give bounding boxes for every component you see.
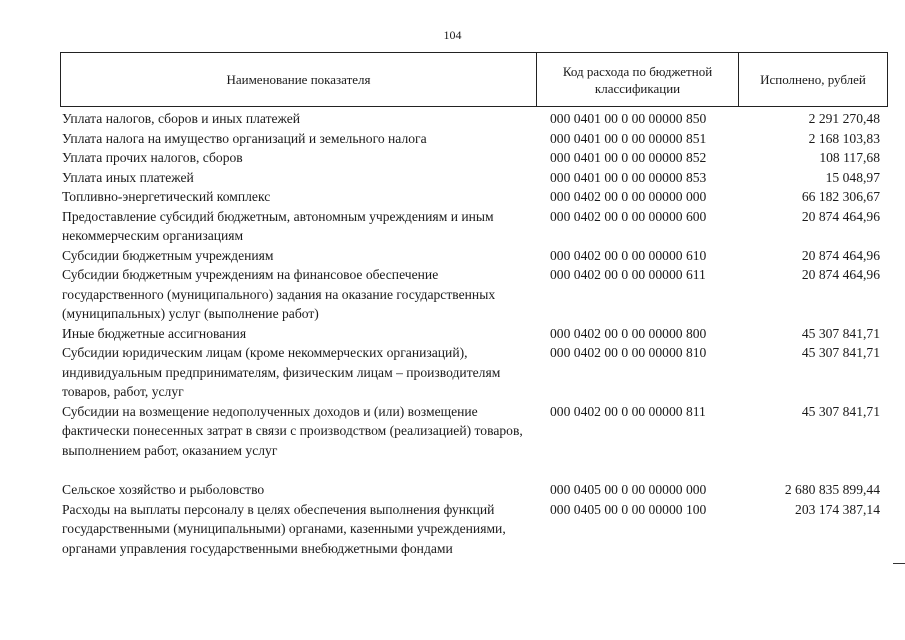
row-amount: 45 307 841,71 <box>801 325 880 341</box>
row-name: Субсидии бюджетным учреждениям <box>62 247 274 263</box>
row-name: Сельское хозяйство и рыболовство <box>62 482 265 497</box>
row-amount: 20 874 464,96 <box>801 208 880 224</box>
row-name: Уплата налога на имущество организаций и земельного налога <box>62 130 427 146</box>
table-row <box>62 324 884 344</box>
row-code: 000 0405 00 0 00 00000 100 <box>550 501 707 517</box>
row-code: 000 0401 00 0 00 00000 851 <box>550 130 707 146</box>
scan-edge-mark <box>893 563 905 564</box>
row-name: Расходы на выплаты персоналу в целях обеспечения выполнения функций государственными (муниципальными) органами, казенными учреждениями, органами управления государственными внебюджетными фондами <box>62 501 506 556</box>
row-amount: 2 291 270,48 <box>808 111 880 126</box>
row-name: Субсидии на возмещение недополученных доходов и (или) возмещение фактически понесенных затрат в связи с производством (реализацией) товаров, выполнением работ, оказанием услуг <box>62 403 523 458</box>
row-name: Субсидии бюджетным учреждениям на финансовое обеспечение государственного (муниципального) задания на оказание государственных (муниципальных) услуг (выполнение работ) <box>62 267 496 321</box>
table-row <box>62 265 884 324</box>
table-row <box>62 207 884 246</box>
row-code: 000 0402 00 0 00 00000 000 <box>550 189 707 204</box>
row-name: Субсидии юридическим лицам (кроме некоммерческих организаций), индивидуальным предпринимателям, физическим лицам – производителям товаров, работ, услуг <box>62 345 501 399</box>
row-amount: 20 874 464,96 <box>801 267 880 282</box>
row-amount: 2 168 103,83 <box>808 130 880 146</box>
row-amount: 66 182 306,67 <box>801 189 880 204</box>
table-row <box>62 246 884 266</box>
row-amount: 2 680 835 899,44 <box>784 482 880 497</box>
table-row <box>62 148 884 168</box>
row-name: Уплата налогов, сборов и иных платежей <box>62 111 301 126</box>
row-amount: 20 874 464,96 <box>801 247 880 263</box>
row-amount: 108 117,68 <box>819 150 880 165</box>
row-name: Предоставление субсидий бюджетным, автономным учреждениям и иным некоммерческим организациям <box>62 208 494 243</box>
row-amount: 45 307 841,71 <box>801 403 880 419</box>
table-row <box>62 402 884 461</box>
row-code: 000 0402 00 0 00 00000 611 <box>550 267 706 282</box>
row-code: 000 0401 00 0 00 00000 850 <box>550 111 707 126</box>
header-amount-column: Исполнено, рублей <box>760 72 866 87</box>
row-name: Уплата иных платежей <box>62 169 194 185</box>
table-row <box>62 109 884 129</box>
table-body <box>62 109 884 558</box>
table-header <box>60 52 888 107</box>
row-code: 000 0402 00 0 00 00000 610 <box>550 247 707 263</box>
row-name: Топливно-энергетический комплекс <box>62 189 271 204</box>
table-row <box>62 480 884 500</box>
row-code: 000 0402 00 0 00 00000 811 <box>550 403 706 419</box>
row-code: 000 0401 00 0 00 00000 852 <box>550 150 707 165</box>
table-row <box>62 129 884 149</box>
header-code-column: Код расхода по бюджетной классификации <box>537 53 739 106</box>
row-code: 000 0402 00 0 00 00000 810 <box>550 345 707 360</box>
table-row <box>62 168 884 188</box>
table-row <box>62 187 884 207</box>
row-code: 000 0402 00 0 00 00000 800 <box>550 325 707 341</box>
row-code: 000 0405 00 0 00 00000 000 <box>550 482 707 497</box>
row-amount: 45 307 841,71 <box>801 345 880 360</box>
row-name: Уплата прочих налогов, сборов <box>62 150 243 165</box>
table-row <box>62 500 884 559</box>
header-name-column: Наименование показателя <box>61 53 537 106</box>
table-row <box>62 343 884 402</box>
row-code: 000 0401 00 0 00 00000 853 <box>550 169 707 185</box>
row-code: 000 0402 00 0 00 00000 600 <box>550 208 707 224</box>
row-name: Иные бюджетные ассигнования <box>62 325 247 341</box>
row-amount: 15 048,97 <box>825 169 880 185</box>
row-amount: 203 174 387,14 <box>795 501 880 517</box>
page-number: 104 <box>443 28 462 42</box>
